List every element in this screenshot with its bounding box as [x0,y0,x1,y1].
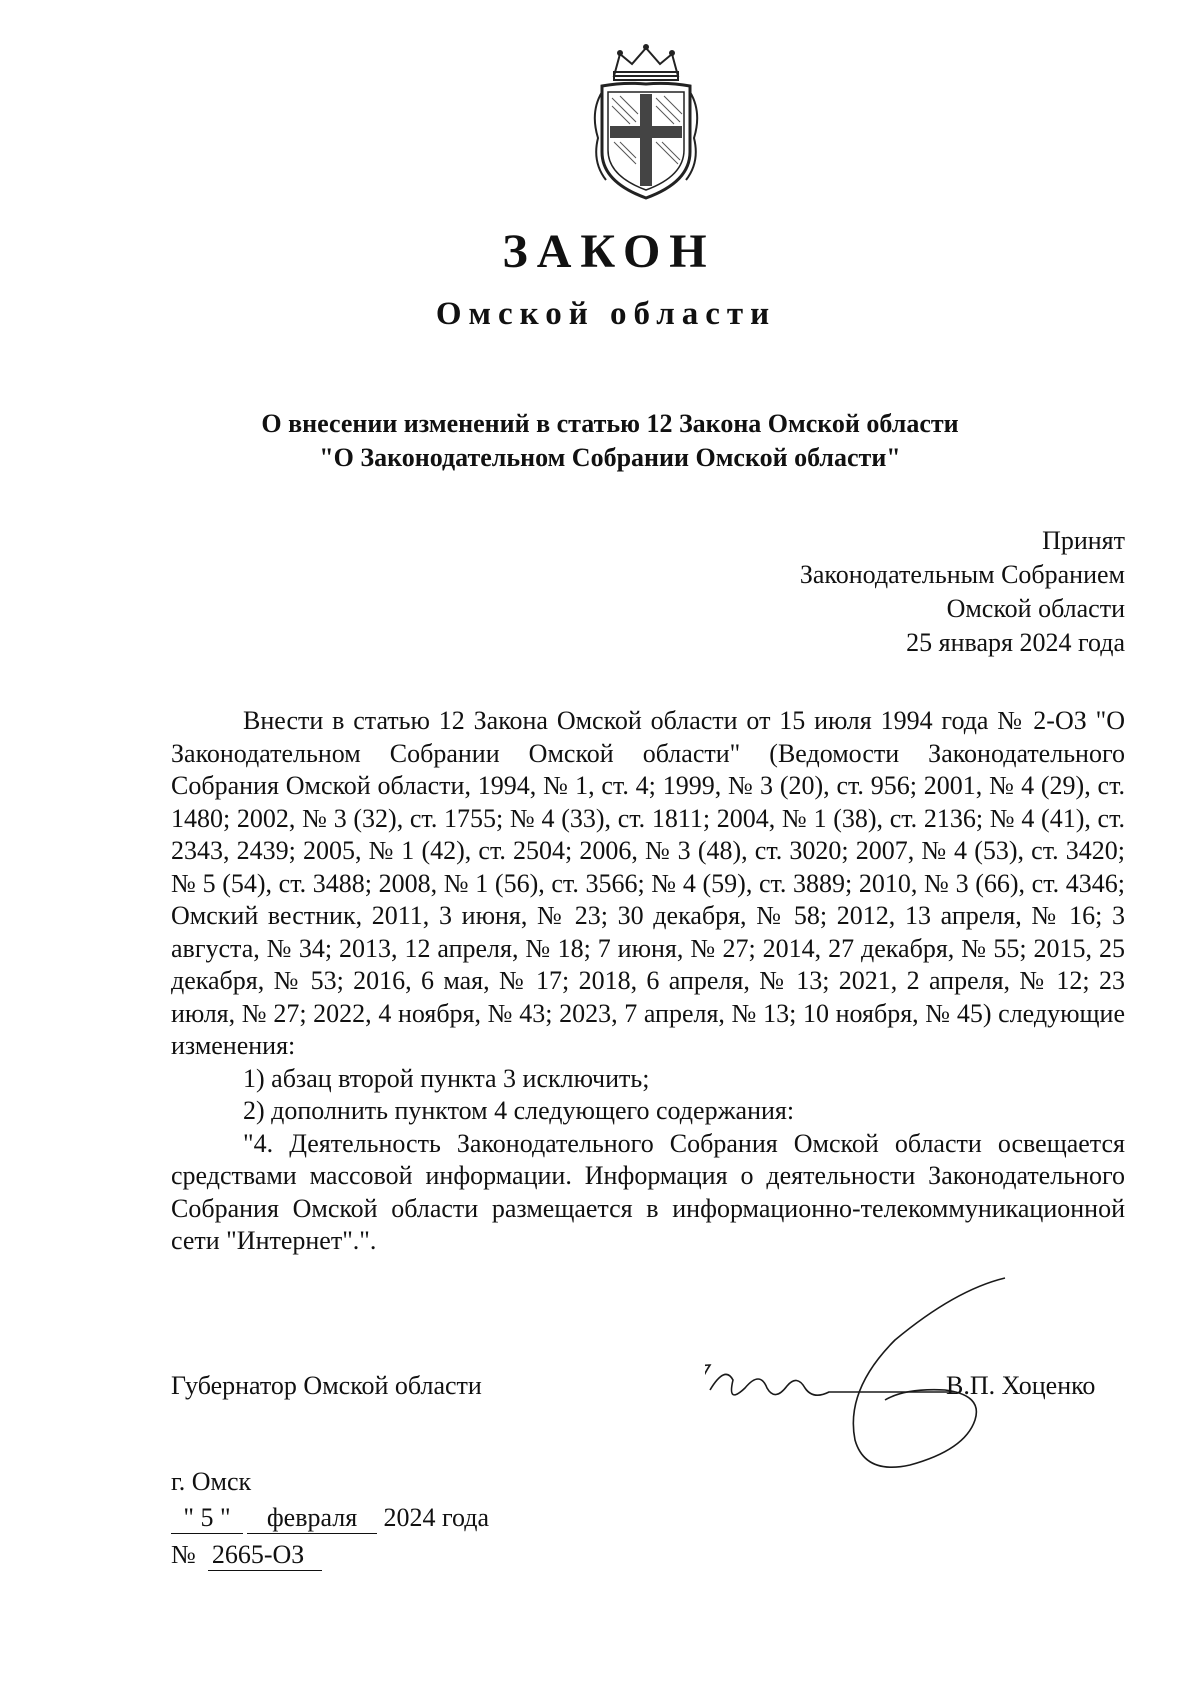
law-number-line [171,1540,322,1571]
document-title: ЗАКОН [502,225,716,278]
adoption-line-1: Принят [1042,526,1125,555]
law-number-label: № [171,1540,196,1569]
law-heading-line-1: О внесении изменений в статью 12 Закона Омской области [261,409,959,438]
amendment-quote: "4. Деятельность Законодательного Собрания Омской области освещается средствами массовой информации. Информация о деятельности Законодательного Собрания Омской области размещается в информационно-телекоммуникационной сети "Интернет".". [171,1128,1125,1255]
adoption-date: 25 января 2024 года [906,628,1125,657]
adoption-line-2: Законодательным Собранием [799,560,1125,589]
signatory-name: В.П. Хоценко [946,1371,1096,1400]
signatory-position: Губернатор Омской области [171,1371,482,1400]
law-heading-line-2: "О Законодательном Собрании Омской области" [319,443,901,472]
signing-date [171,1503,489,1534]
quote-close: " [220,1503,231,1532]
law-body [171,705,1125,1258]
adoption-line-3: Омской области [946,594,1125,623]
amendment-item-2: 2) дополнить пунктом 4 следующего содержания: [243,1096,795,1125]
signing-month: февраля [247,1503,377,1534]
amendment-item-1: 1) абзац второй пункта 3 исключить; [243,1063,650,1093]
document-subtitle: Омской области [435,296,777,332]
law-number: 2665-ОЗ [208,1540,322,1571]
signing-year: 2024 года [383,1503,490,1532]
quote-open: " [183,1503,194,1532]
signing-day-field [171,1503,243,1534]
signing-city: г. Омск [171,1467,252,1496]
adoption-block [705,524,1125,660]
body-paragraph: Внести в статью 12 Закона Омской области от 15 июля 1994 года № 2-ОЗ "О Законодательном Собрании Омской области" (Ведомости Законодательного Собрания Омской области, 1994, № 1, ст. 4; 1999, № 3 (20), ст. 956; 2001, № 4 (29), ст. 1480; 2002, № 3 (32), ст. 1755; № 4 (33), ст. 1811; 2004, № 1 (38), ст. 2136; № 4 (41), ст. 2343, 2439; 2005, № 1 (42), ст. 2504; 2006, № 3 (48), ст. 3020; 2007, № 4 (53), ст. 3420; № 5 (54), ст. 3488; 2008, № 1 (56), ст. 3566; № 4 (59), ст. 3889; 2010, № 3 (66), ст. 4346; Омский вестник, 2011, 3 июня, № 23; 30 декабря, № 58; 2012, 13 апреля, № 16; 3 августа, № 34; 2013, 12 апреля, № 18; 7 июня, № 27; 2014, 27 декабря, № 55; 2015, 25 декабря, № 53; 2016, 6 мая, № 17; 2018, 6 апреля, № 13; 2021, 2 апреля, № 12; 23 июля, № 27; 2022, 4 ноября, № 43; 2023, 7 апреля, № 13; 10 ноября, № 45) следующие изменения: [171,706,1125,1060]
coat-of-arms-icon [584,42,708,202]
signing-day: 5 [200,1503,214,1532]
law-heading [0,407,1200,475]
